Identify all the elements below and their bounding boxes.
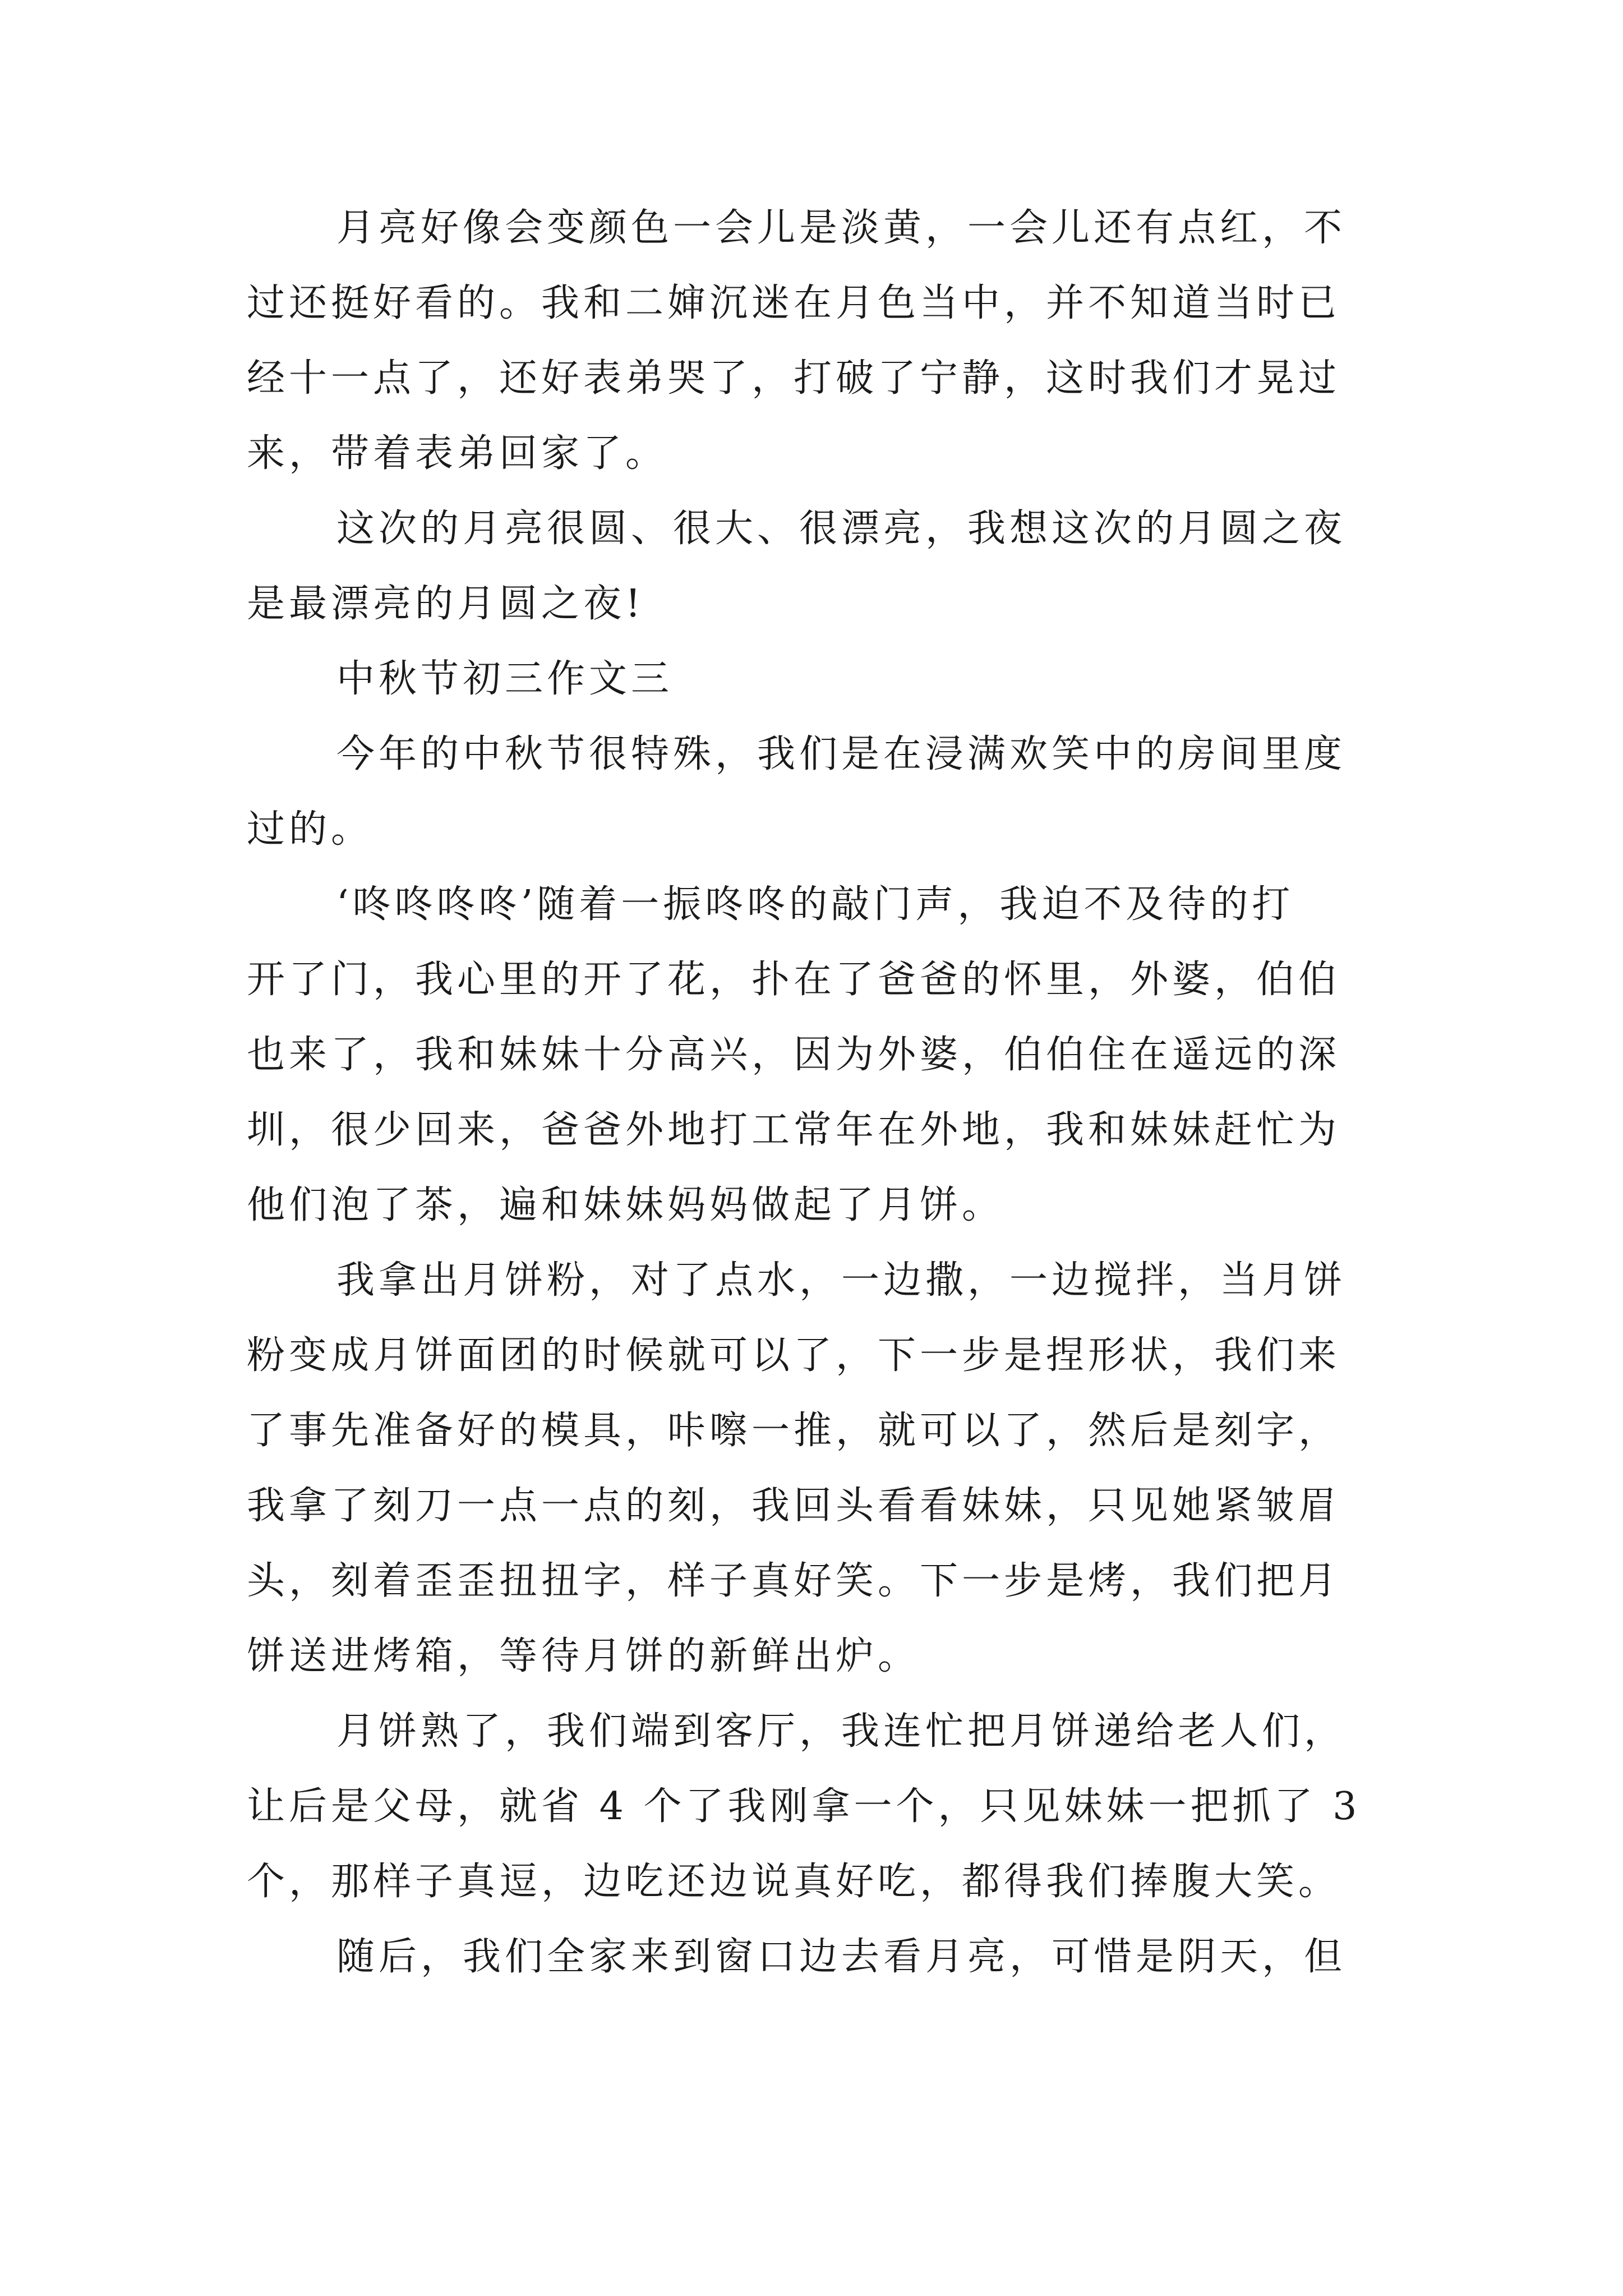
text-line: 过还挺好看的。我和二婶沉迷在月色当中，并不知道当时已 (247, 281, 1341, 325)
text-line: 了事先准备好的模具，咔嚓一推，就可以了，然后是刻字， (247, 1409, 1341, 1453)
text-line: 圳，很少回来，爸爸外地打工常年在外地，我和妹妹赶忙为 (247, 1108, 1341, 1152)
text-line: 这次的月亮很圆、很大、很漂亮，我想这次的月圆之夜 (336, 507, 1347, 551)
text-line: 来，带着表弟回家了。 (247, 431, 668, 476)
text-line: 粉变成月饼面团的时候就可以了，下一步是捏形状，我们来 (247, 1333, 1341, 1378)
text-line: 也来了，我和妹妹十分高兴，因为外婆，伯伯住在遥远的深 (247, 1033, 1341, 1077)
text-line: 饼送进烤箱，等待月饼的新鲜出炉。 (247, 1634, 920, 1678)
text-line: 他们泡了茶，遍和妹妹妈妈做起了月饼。 (247, 1183, 1004, 1227)
text-line: 月亮好像会变颜色一会儿是淡黄，一会儿还有点红，不 (336, 206, 1347, 250)
text-line: 开了门，我心里的开了花，扑在了爸爸的怀里，外婆，伯伯 (247, 958, 1341, 1002)
document-body (247, 191, 1391, 1995)
text-line: 今年的中秋节很特殊，我们是在浸满欢笑中的房间里度 (336, 732, 1347, 776)
text-line: 头，刻着歪歪扭扭字，样子真好笑。下一步是烤，我们把月 (247, 1559, 1341, 1603)
text-line: ‘咚咚咚咚’随着一振咚咚的敲门声，我迫不及待的打 (336, 882, 1294, 927)
text-line: 个，那样子真逗，边吃还边说真好吃，都得我们捧腹大笑。 (247, 1860, 1341, 1904)
text-line: 让后是父母，就省 4 个了我刚拿一个，只见妹妹一把抓了 3 (247, 1784, 1361, 1829)
text-line: 随后，我们全家来到窗口边去看月亮，可惜是阴天，但 (336, 1935, 1347, 1979)
text-line: 经十一点了，还好表弟哭了，打破了宁静，这时我们才晃过 (247, 356, 1341, 401)
section-heading: 中秋节初三作文三 (336, 657, 674, 701)
text-line: 我拿了刻刀一点一点的刻，我回头看看妹妹，只见她紧皱眉 (247, 1484, 1341, 1528)
text-line: 过的。 (247, 807, 374, 852)
text-line: 是最漂亮的月圆之夜! (247, 582, 645, 626)
text-line: 月饼熟了，我们端到客厅，我连忙把月饼递给老人们， (336, 1709, 1347, 1754)
text-line: 我拿出月饼粉，对了点水，一边撒，一边搅拌，当月饼 (336, 1258, 1347, 1303)
